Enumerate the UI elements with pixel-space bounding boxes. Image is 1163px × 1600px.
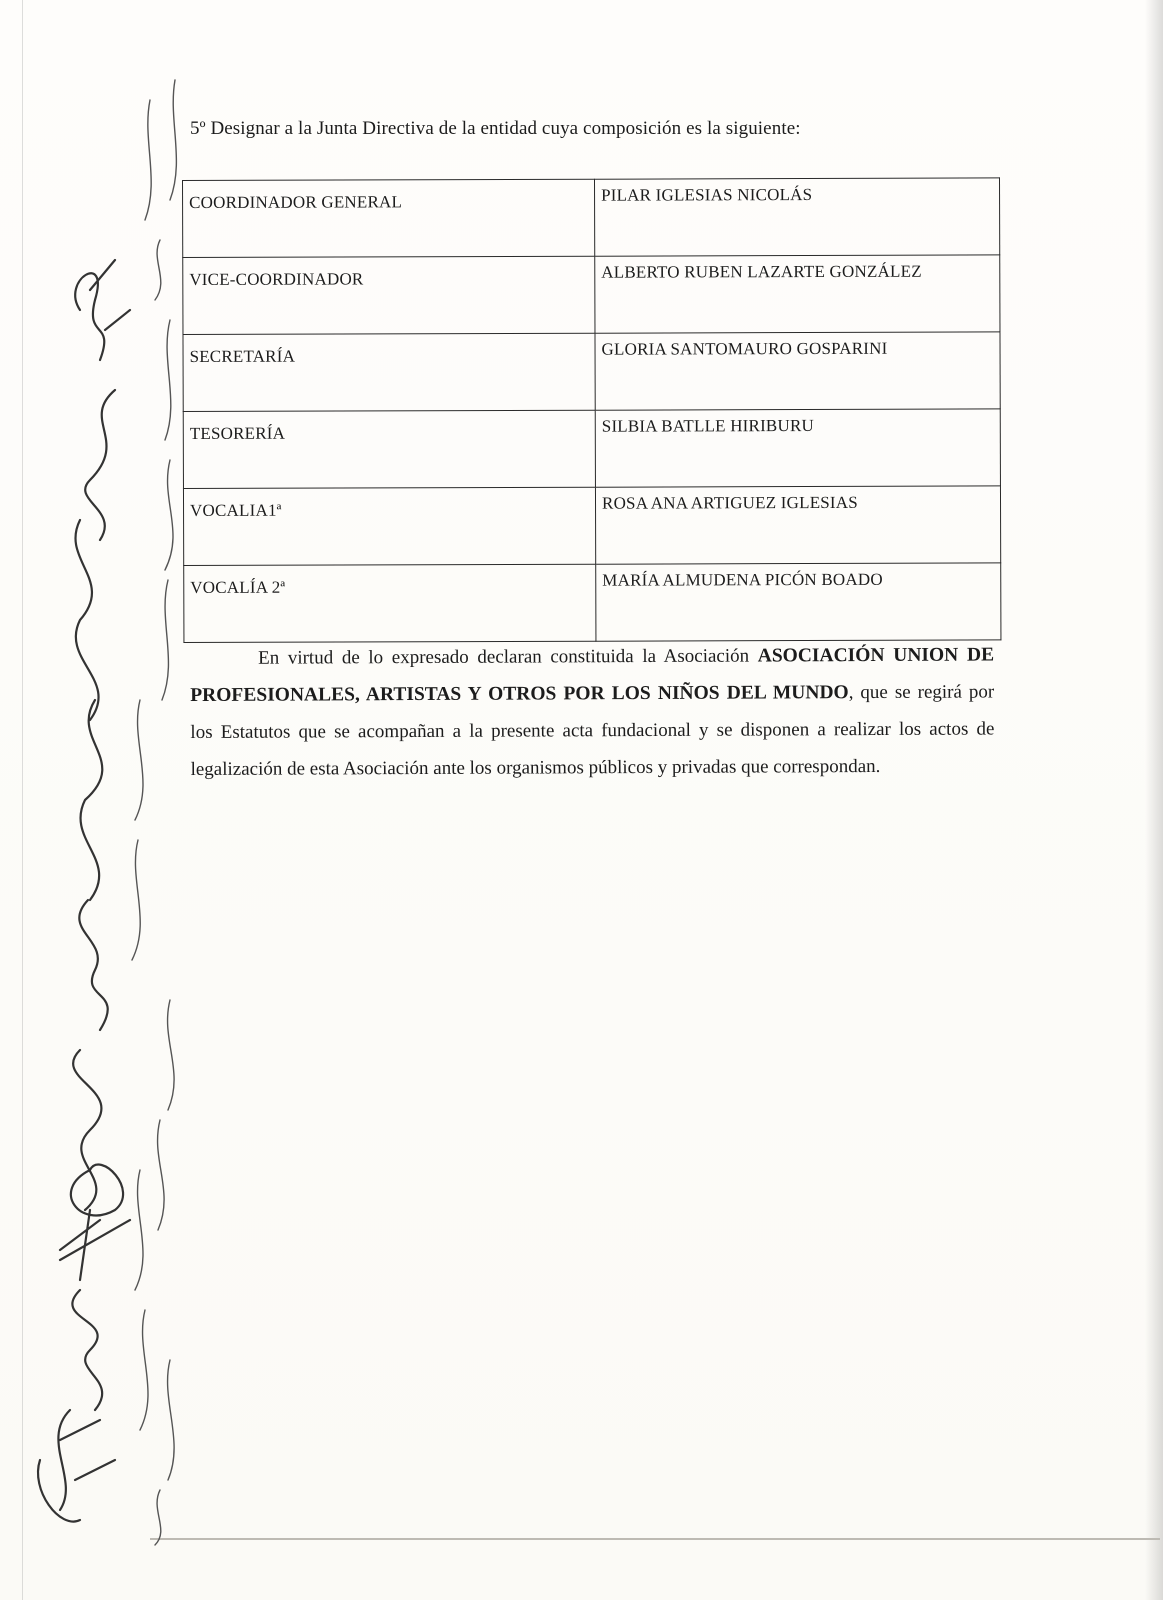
designation-intro: 5º Designar a la Junta Directiva de la entidad cuya composición es la siguiente: bbox=[190, 118, 801, 139]
name-cell: GLORIA SANTOMAURO GOSPARINI bbox=[595, 332, 1000, 410]
role-cell: SECRETARÍA bbox=[183, 333, 595, 411]
name-cell: ALBERTO RUBEN LAZARTE GONZÁLEZ bbox=[595, 255, 1000, 333]
table-row bbox=[183, 332, 1000, 412]
handwritten-signatures bbox=[20, 60, 200, 1550]
name-cell: ROSA ANA ARTIGUEZ IGLESIAS bbox=[595, 486, 1000, 564]
association-name: ASOCIACIÓN UNION DE PROFESIONALES, ARTISTAS Y OTROS POR LOS NIÑOS DEL MUNDO bbox=[190, 644, 995, 706]
role-cell: VOCALÍA 2ª bbox=[184, 564, 596, 642]
paragraph-text-end: , que se regirá por los Estatutos que se acompañan a la presente acta fundacional y se disponen a realizar los actos de legalización de esta Asociación ante los organismos públicos y privadas que correspondan. bbox=[190, 681, 995, 780]
scan-edge-right bbox=[1145, 0, 1163, 1600]
role-cell: VICE-COORDINADOR bbox=[183, 256, 595, 334]
page-bottom-edge bbox=[150, 1538, 1160, 1540]
signature-strokes bbox=[20, 60, 200, 1550]
constitution-paragraph bbox=[190, 636, 995, 788]
role-cell: COORDINADOR GENERAL bbox=[183, 179, 595, 257]
paragraph-text-start: En virtud de lo expresado declaran constituida la Asociación bbox=[258, 645, 750, 669]
board-table bbox=[182, 177, 1001, 643]
table-row bbox=[183, 486, 1000, 566]
table-row bbox=[183, 178, 1000, 258]
table-row bbox=[183, 255, 1000, 335]
role-cell: TESORERÍA bbox=[183, 410, 595, 488]
name-cell: PILAR IGLESIAS NICOLÁS bbox=[594, 178, 999, 256]
role-cell: VOCALIA1ª bbox=[183, 487, 595, 565]
name-cell: MARÍA ALMUDENA PICÓN BOADO bbox=[596, 563, 1001, 641]
name-cell: SILBIA BATLLE HIRIBURU bbox=[595, 409, 1000, 487]
table-row bbox=[184, 563, 1001, 643]
table-row bbox=[183, 409, 1000, 489]
